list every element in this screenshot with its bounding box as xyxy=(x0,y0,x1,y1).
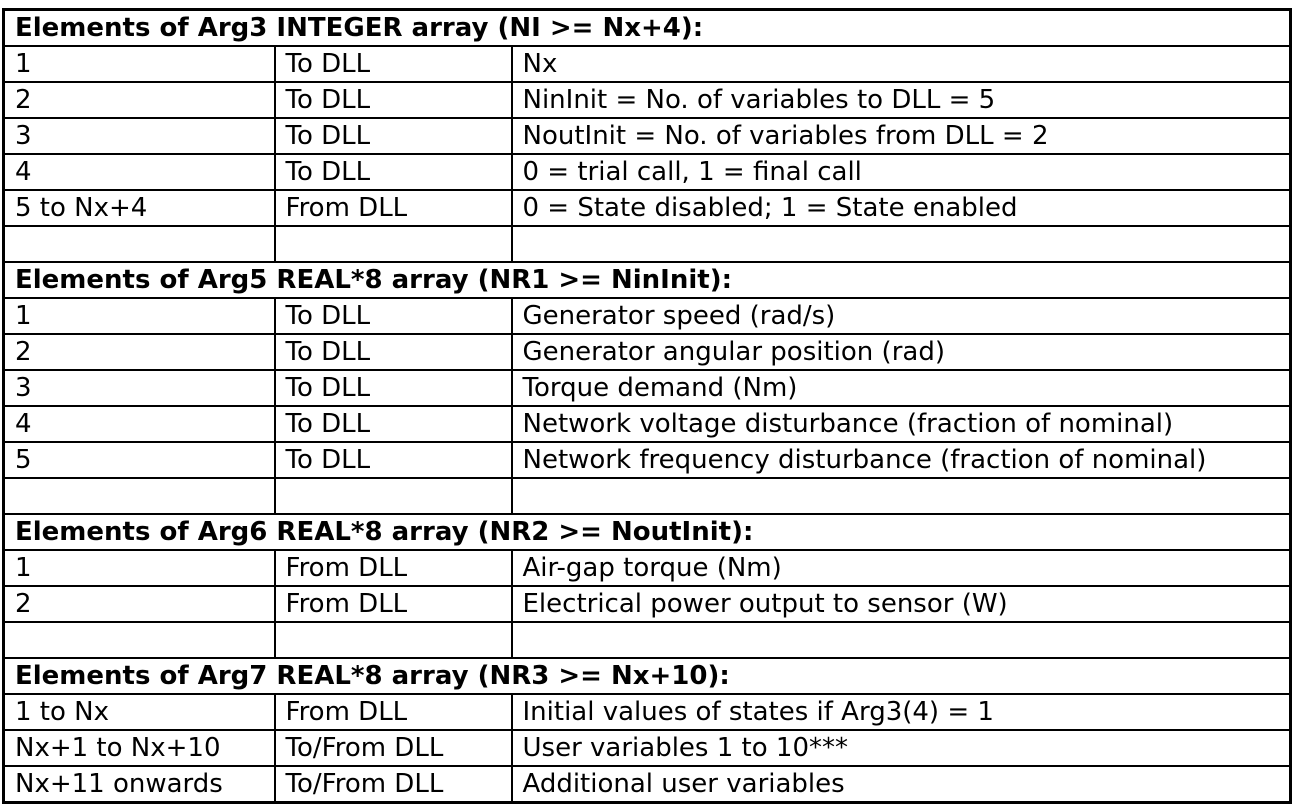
table-row xyxy=(4,442,1291,478)
direction-cell: To DLL xyxy=(275,406,512,442)
description-cell: Network voltage disturbance (fraction of nominal) xyxy=(512,406,1291,442)
description-cell: Electrical power output to sensor (W) xyxy=(512,586,1291,622)
direction-cell: To DLL xyxy=(275,118,512,154)
direction-cell: To DLL xyxy=(275,82,512,118)
separator-cell xyxy=(512,622,1291,658)
table-row xyxy=(4,550,1291,586)
direction-cell: To DLL xyxy=(275,370,512,406)
description-cell: Generator speed (rad/s) xyxy=(512,298,1291,334)
direction-cell: From DLL xyxy=(275,694,512,730)
table-row xyxy=(4,406,1291,442)
dll-argument-table xyxy=(2,8,1292,804)
direction-cell: From DLL xyxy=(275,190,512,226)
separator-cell xyxy=(512,478,1291,514)
element-index-cell: 5 xyxy=(4,442,275,478)
element-index-cell: 2 xyxy=(4,586,275,622)
element-index-cell: Nx+11 onwards xyxy=(4,766,275,803)
element-index-cell: 1 to Nx xyxy=(4,694,275,730)
table-row xyxy=(4,298,1291,334)
description-cell: NoutInit = No. of variables from DLL = 2 xyxy=(512,118,1291,154)
section-header-row xyxy=(4,658,1291,694)
table-row xyxy=(4,82,1291,118)
separator-cell xyxy=(4,622,275,658)
direction-cell: To/From DLL xyxy=(275,730,512,766)
table-row xyxy=(4,334,1291,370)
direction-cell: To DLL xyxy=(275,298,512,334)
separator-row xyxy=(4,622,1291,658)
direction-cell: To DLL xyxy=(275,442,512,478)
table-row xyxy=(4,370,1291,406)
table-row xyxy=(4,190,1291,226)
element-index-cell: 4 xyxy=(4,406,275,442)
direction-cell: To/From DLL xyxy=(275,766,512,803)
table-row xyxy=(4,118,1291,154)
separator-row xyxy=(4,226,1291,262)
section-header: Elements of Arg3 INTEGER array (NI >= Nx+4): xyxy=(4,10,1291,47)
section-header: Elements of Arg7 REAL*8 array (NR3 >= Nx+10): xyxy=(4,658,1291,694)
description-cell: 0 = State disabled; 1 = State enabled xyxy=(512,190,1291,226)
description-cell: Nx xyxy=(512,46,1291,82)
description-cell: Initial values of states if Arg3(4) = 1 xyxy=(512,694,1291,730)
section-header: Elements of Arg6 REAL*8 array (NR2 >= NoutInit): xyxy=(4,514,1291,550)
direction-cell: From DLL xyxy=(275,550,512,586)
element-index-cell: 3 xyxy=(4,118,275,154)
element-index-cell: 1 xyxy=(4,550,275,586)
direction-cell: To DLL xyxy=(275,334,512,370)
element-index-cell: 1 xyxy=(4,46,275,82)
table-row xyxy=(4,730,1291,766)
direction-cell: To DLL xyxy=(275,154,512,190)
direction-cell: To DLL xyxy=(275,46,512,82)
separator-cell xyxy=(512,226,1291,262)
section-header-row xyxy=(4,514,1291,550)
element-index-cell: Nx+1 to Nx+10 xyxy=(4,730,275,766)
separator-cell xyxy=(275,478,512,514)
table-row xyxy=(4,694,1291,730)
table-row xyxy=(4,154,1291,190)
table-row xyxy=(4,46,1291,82)
separator-cell xyxy=(4,226,275,262)
separator-cell xyxy=(275,622,512,658)
description-cell: Air-gap torque (Nm) xyxy=(512,550,1291,586)
description-cell: Network frequency disturbance (fraction of nominal) xyxy=(512,442,1291,478)
separator-cell xyxy=(275,226,512,262)
description-cell: Additional user variables xyxy=(512,766,1291,803)
element-index-cell: 5 to Nx+4 xyxy=(4,190,275,226)
description-cell: NinInit = No. of variables to DLL = 5 xyxy=(512,82,1291,118)
description-cell: 0 = trial call, 1 = final call xyxy=(512,154,1291,190)
element-index-cell: 2 xyxy=(4,82,275,118)
table-row xyxy=(4,766,1291,803)
direction-cell: From DLL xyxy=(275,586,512,622)
section-header: Elements of Arg5 REAL*8 array (NR1 >= NinInit): xyxy=(4,262,1291,298)
element-index-cell: 2 xyxy=(4,334,275,370)
description-cell: Torque demand (Nm) xyxy=(512,370,1291,406)
section-header-row xyxy=(4,10,1291,47)
table-row xyxy=(4,586,1291,622)
element-index-cell: 1 xyxy=(4,298,275,334)
description-cell: Generator angular position (rad) xyxy=(512,334,1291,370)
section-header-row xyxy=(4,262,1291,298)
element-index-cell: 3 xyxy=(4,370,275,406)
separator-row xyxy=(4,478,1291,514)
separator-cell xyxy=(4,478,275,514)
description-cell: User variables 1 to 10*** xyxy=(512,730,1291,766)
element-index-cell: 4 xyxy=(4,154,275,190)
dll-argument-table-body xyxy=(4,10,1291,803)
